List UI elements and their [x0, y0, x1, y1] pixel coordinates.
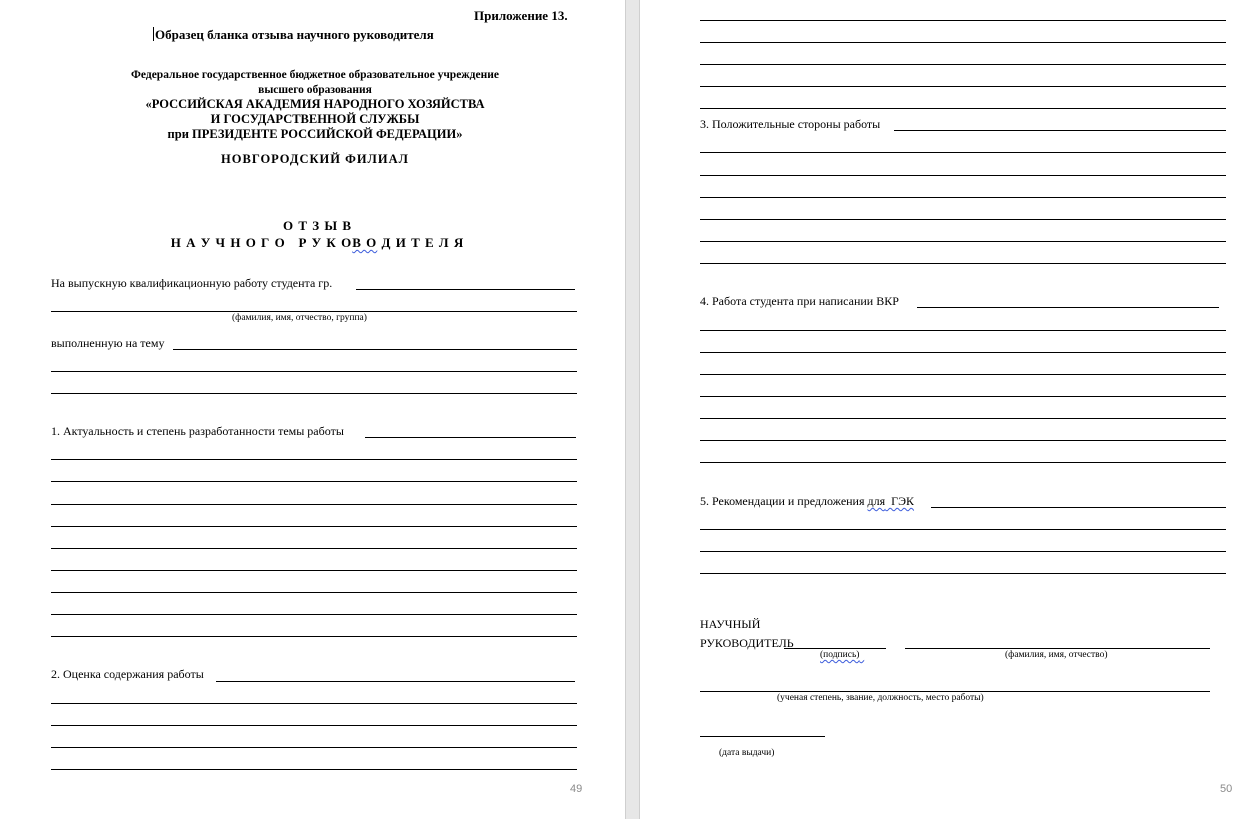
text-cursor: [153, 27, 154, 41]
signature-blank[interactable]: [784, 648, 886, 649]
form-title: Образец бланка отзыва научного руководителя: [155, 27, 434, 42]
section-1-blank[interactable]: [51, 504, 577, 505]
continued-blank[interactable]: [700, 42, 1226, 43]
section-2-blank[interactable]: [51, 725, 577, 726]
section-4-label: 4. Работа студента при написании ВКР: [700, 294, 899, 308]
degree-caption: (ученая степень, звание, должность, место работы): [777, 693, 984, 703]
section-1-blank[interactable]: [51, 570, 577, 571]
section-4-blank[interactable]: [700, 330, 1226, 331]
fio-blank[interactable]: [905, 648, 1210, 649]
org-line-5: при ПРЕЗИДЕНТЕ РОССИЙСКОЙ ФЕДЕРАЦИИ»: [167, 127, 463, 141]
continued-blank[interactable]: [700, 64, 1226, 65]
section-2-blank[interactable]: [51, 747, 577, 748]
section-1-blank[interactable]: [51, 614, 577, 615]
section-4-blank[interactable]: [700, 462, 1226, 463]
section-5-label: [700, 494, 914, 509]
appendix-label: Приложение 13.: [474, 8, 568, 23]
org-line-2: высшего образования: [258, 83, 372, 96]
section-4-blank[interactable]: [700, 374, 1226, 375]
section-5-blank-0[interactable]: [931, 507, 1226, 508]
document-page-49[interactable]: [0, 0, 625, 819]
section-1-blank[interactable]: [51, 526, 577, 527]
section-3-blank[interactable]: [700, 219, 1226, 220]
section-5-spellcheck-word: для: [867, 494, 886, 508]
signatory-label-2: РУКОВОДИТЕЛЬ: [700, 636, 794, 650]
degree-blank[interactable]: [700, 691, 1210, 692]
section-1-blank[interactable]: [51, 459, 577, 460]
continued-blank[interactable]: [700, 20, 1226, 21]
section-5-blank[interactable]: [700, 551, 1226, 552]
section-1-blank[interactable]: [51, 481, 577, 482]
section-5-gek: ГЭК: [885, 494, 915, 508]
section-1-blank[interactable]: [51, 636, 577, 637]
section-5-blank[interactable]: [700, 573, 1226, 574]
page-number: 49: [570, 783, 583, 795]
page-number: 50: [1220, 783, 1233, 795]
section-3-blank[interactable]: [700, 263, 1226, 264]
section-3-blank[interactable]: [700, 241, 1226, 242]
section-2-blank-0[interactable]: [216, 681, 575, 682]
signature-caption-space: [859, 650, 864, 660]
date-blank[interactable]: [700, 736, 825, 737]
organization-name: [50, 97, 580, 142]
org-line-4: И ГОСУДАРСТВЕННОЙ СЛУЖБЫ: [210, 112, 420, 126]
section-2-blank[interactable]: [51, 769, 577, 770]
section-5-blank[interactable]: [700, 529, 1226, 530]
review-subheading: [50, 235, 585, 251]
subheading-spellcheck-part: В О: [352, 235, 378, 250]
subheading-part-1: Н А У Ч Н О Г О Р У К О: [170, 235, 353, 250]
org-line-3: «РОССИЙСКАЯ АКАДЕМИЯ НАРОДНОГО ХОЗЯЙСТВА: [145, 97, 485, 111]
section-3-blank[interactable]: [700, 197, 1226, 198]
signature-caption: [820, 650, 864, 660]
subheading-part-3: Д И Т Е Л Я: [377, 235, 465, 250]
org-line-1: Федеральное государственное бюджетное образовательное учреждение: [131, 69, 499, 81]
student-field-label: На выпускную квалификационную работу студента гр.: [51, 276, 333, 290]
section-1-label: 1. Актуальность и степень разработанности темы работы: [51, 424, 344, 438]
section-3-blank[interactable]: [700, 175, 1226, 176]
section-1-blank[interactable]: [51, 592, 577, 593]
topic-blank-1[interactable]: [173, 349, 577, 350]
signature-caption-text: (подпись): [820, 650, 860, 660]
topic-blank-3[interactable]: [51, 393, 577, 394]
section-1-blank[interactable]: [51, 548, 577, 549]
section-4-blank[interactable]: [700, 352, 1226, 353]
fio-caption: (фамилия, имя, отчество): [1005, 650, 1108, 660]
section-4-blank[interactable]: [700, 418, 1226, 419]
section-3-blank[interactable]: [700, 152, 1226, 153]
section-2-label: 2. Оценка содержания работы: [51, 667, 204, 681]
student-group-blank[interactable]: [356, 289, 575, 290]
section-1-blank-0[interactable]: [365, 437, 576, 438]
section-3-blank-0[interactable]: [894, 130, 1226, 131]
review-heading: О Т З Ы В: [282, 218, 353, 233]
branch-name: НОВГОРОДСКИЙ ФИЛИАЛ: [221, 152, 409, 166]
page-gutter: [625, 0, 640, 819]
signatory-label-1: НАУЧНЫЙ: [700, 617, 761, 631]
section-5-text: 5. Рекомендации и предложения: [700, 494, 868, 508]
section-3-label: 3. Положительные стороны работы: [700, 117, 881, 131]
section-2-blank[interactable]: [51, 703, 577, 704]
document-page-50[interactable]: [640, 0, 1257, 819]
organization-header: [50, 68, 580, 97]
section-4-blank[interactable]: [700, 440, 1226, 441]
student-name-caption: (фамилия, имя, отчество, группа): [232, 313, 367, 323]
topic-field-label: выполненную на тему: [51, 336, 165, 350]
continued-blank[interactable]: [700, 108, 1226, 109]
student-name-blank[interactable]: [51, 311, 577, 312]
topic-blank-2[interactable]: [51, 371, 577, 372]
continued-blank[interactable]: [700, 86, 1226, 87]
section-4-blank[interactable]: [700, 396, 1226, 397]
section-4-blank-0[interactable]: [917, 307, 1219, 308]
date-caption: (дата выдачи): [719, 748, 775, 758]
